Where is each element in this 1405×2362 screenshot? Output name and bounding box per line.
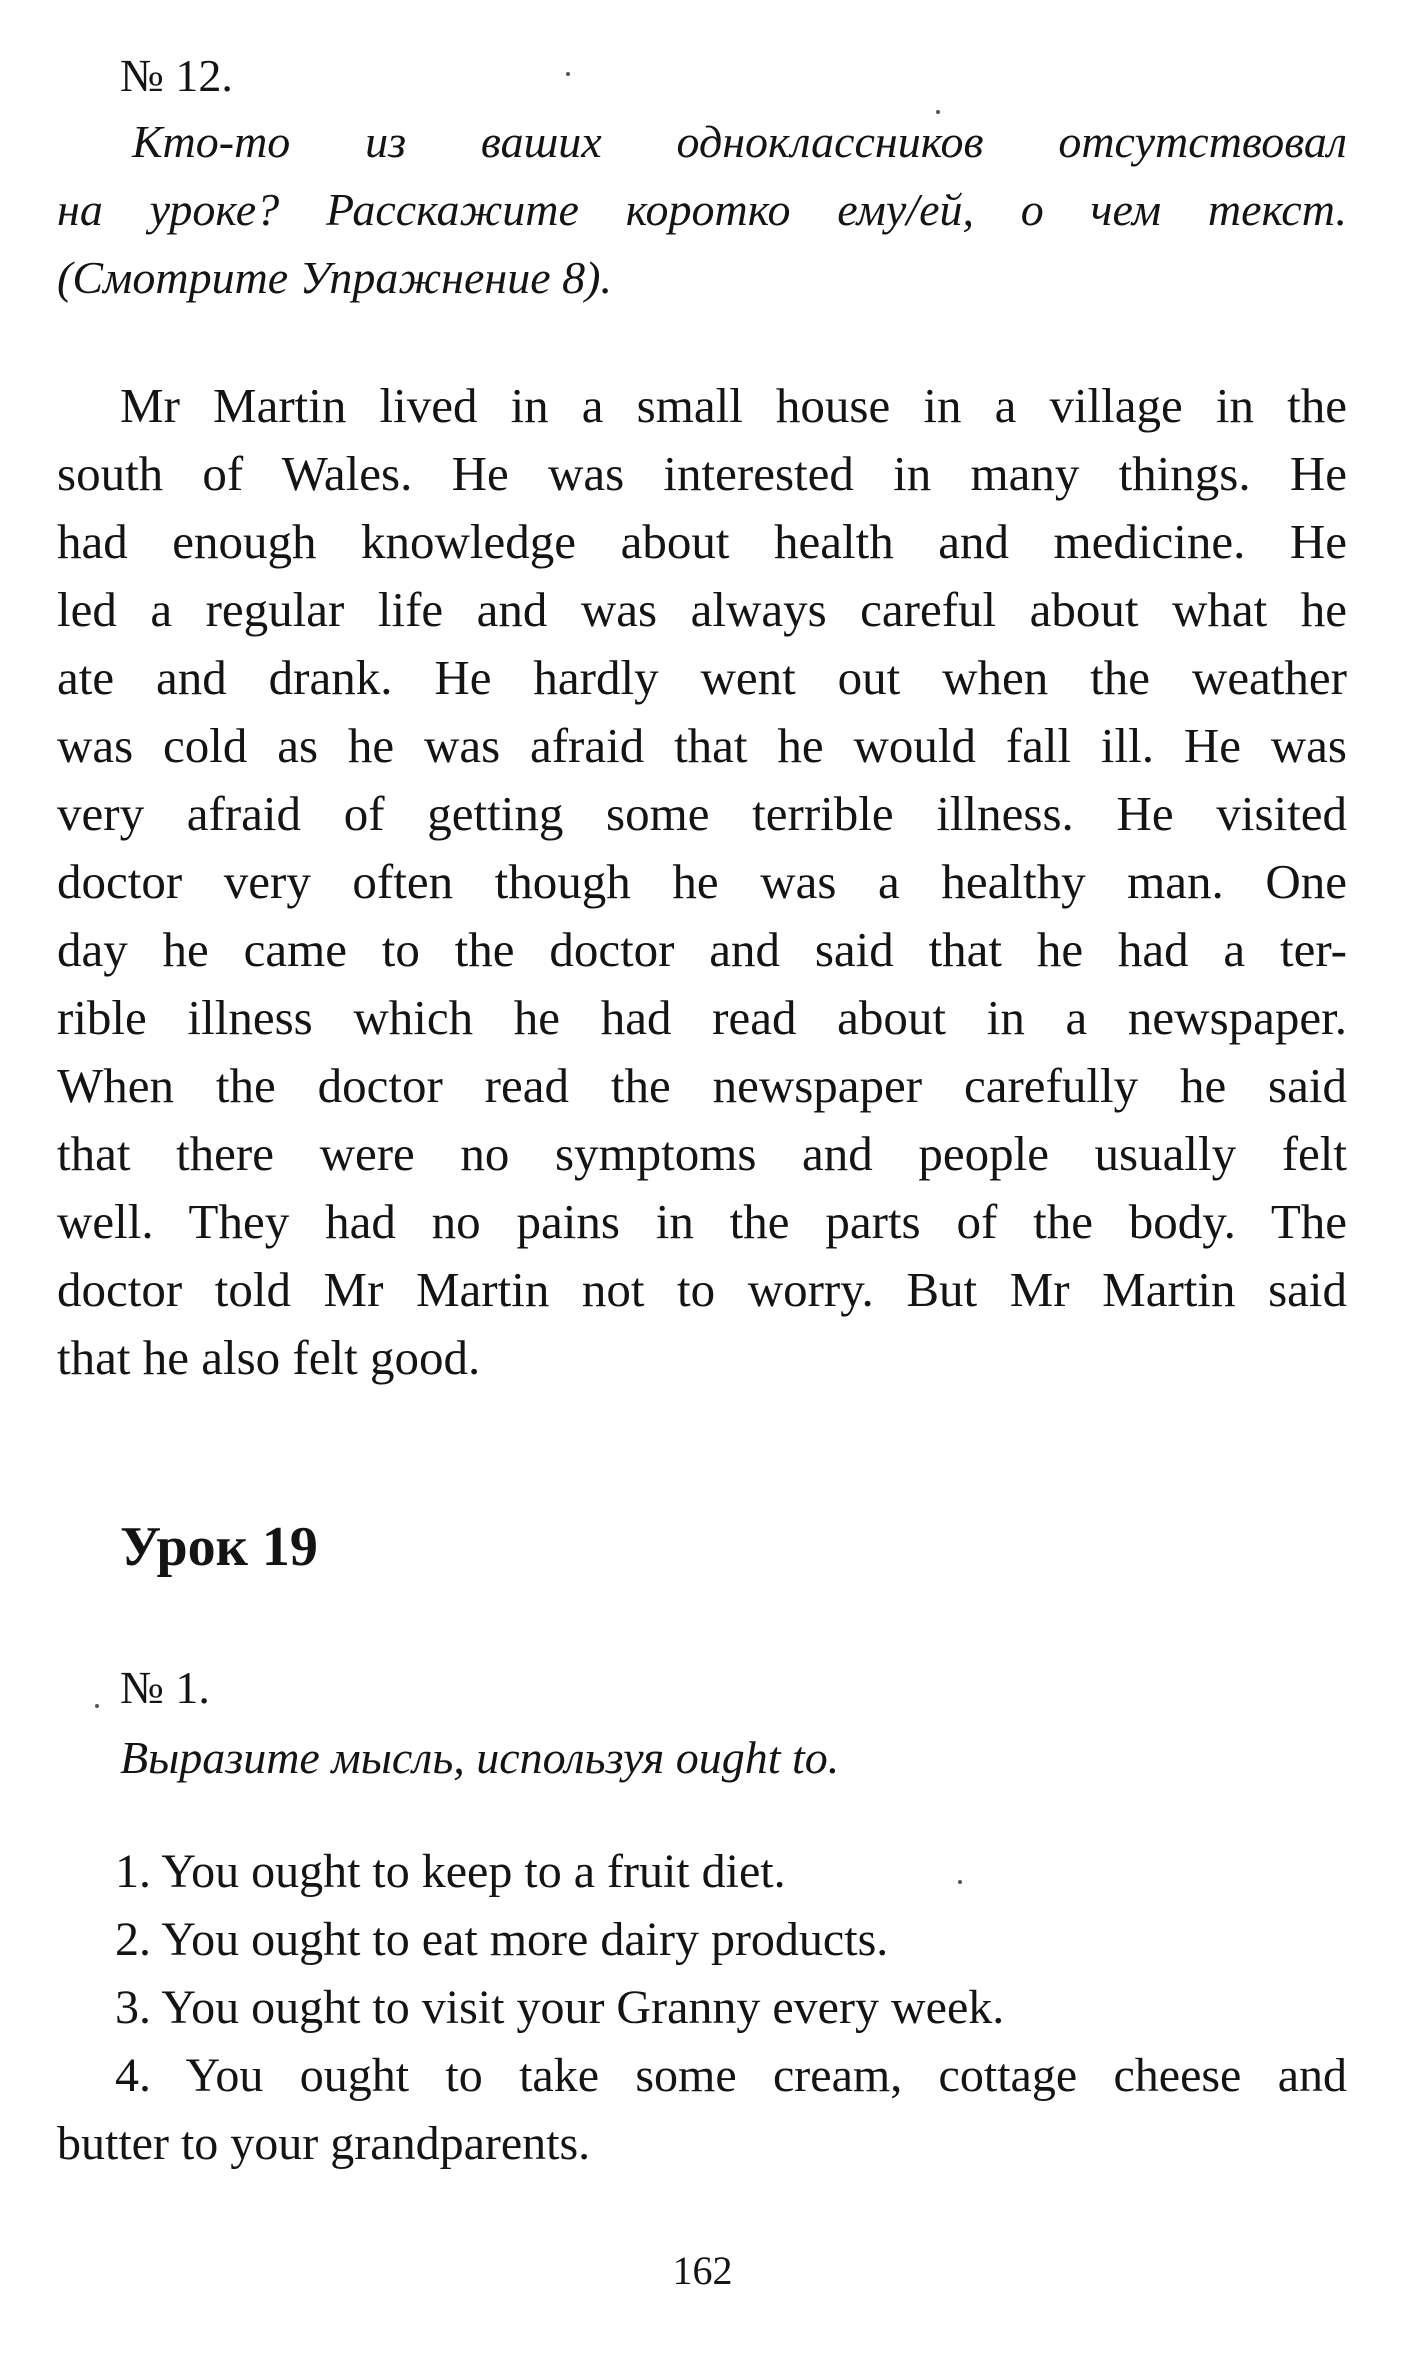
scan-speck <box>936 110 940 114</box>
scan-speck <box>958 1880 962 1884</box>
exercise-12-task-line: (Смотрите Упражнение 8). <box>57 252 612 303</box>
story-line: doctor very often though he was a healthy man. One <box>57 854 1347 909</box>
story-line: south of Wales. He was interested in many things. He <box>57 446 1347 501</box>
story-line: rible illness which he had read about in a newspaper. <box>57 990 1347 1045</box>
story-line: was cold as he was afraid that he would fall ill. He was <box>57 718 1347 773</box>
scan-speck <box>566 72 570 76</box>
story-line: Mr Martin lived in a small house in a village in the <box>120 378 1347 433</box>
exercise-1-task: Выразите мысль, используя ought to. <box>120 1732 840 1783</box>
exercise-12-task <box>132 108 1347 176</box>
lesson-title: Урок 19 <box>120 1516 318 1578</box>
story-line: ate and drank. He hardly went out when the weather <box>57 650 1347 705</box>
exercise-12-task-line: Кто-то из ваших одноклассников отсутствовал <box>132 116 1347 167</box>
exercise-1-number: № 1. <box>120 1662 210 1713</box>
exercise-12-task-line: на уроке? Расскажите коротко ему/ей, о чем текст. <box>57 184 1347 235</box>
story-line: that he also felt good. <box>57 1330 481 1385</box>
scan-speck <box>95 1704 99 1708</box>
page-number: 162 <box>672 2248 733 2293</box>
exercise-12-task <box>57 176 1347 244</box>
story-line: doctor told Mr Martin not to worry. But Mr Martin said <box>57 1262 1347 1317</box>
exercise-12-number: № 12. <box>120 50 233 101</box>
story-line: very afraid of getting some terrible illness. He visited <box>57 786 1347 841</box>
answer-item: 4. You ought to take some cream, cottage cheese and <box>115 2049 1347 2102</box>
answer-item: 3. You ought to visit your Granny every week. <box>115 1981 1005 2034</box>
story-line: well. They had no pains in the parts of the body. The <box>57 1194 1347 1249</box>
story-line: that there were no symptoms and people usually felt <box>57 1126 1347 1181</box>
answer-item: 2. You ought to eat more dairy products. <box>115 1913 889 1966</box>
story-line: had enough knowledge about health and medicine. He <box>57 514 1347 569</box>
answer-item: 1. You ought to keep to a fruit diet. <box>115 1845 786 1898</box>
story-line: led a regular life and was always careful about what he <box>57 582 1347 637</box>
story-line: day he came to the doctor and said that he had a ter- <box>57 922 1347 977</box>
answer-item-continuation: butter to your grandparents. <box>57 2117 591 2170</box>
story-line: When the doctor read the newspaper carefully he said <box>57 1058 1347 1113</box>
